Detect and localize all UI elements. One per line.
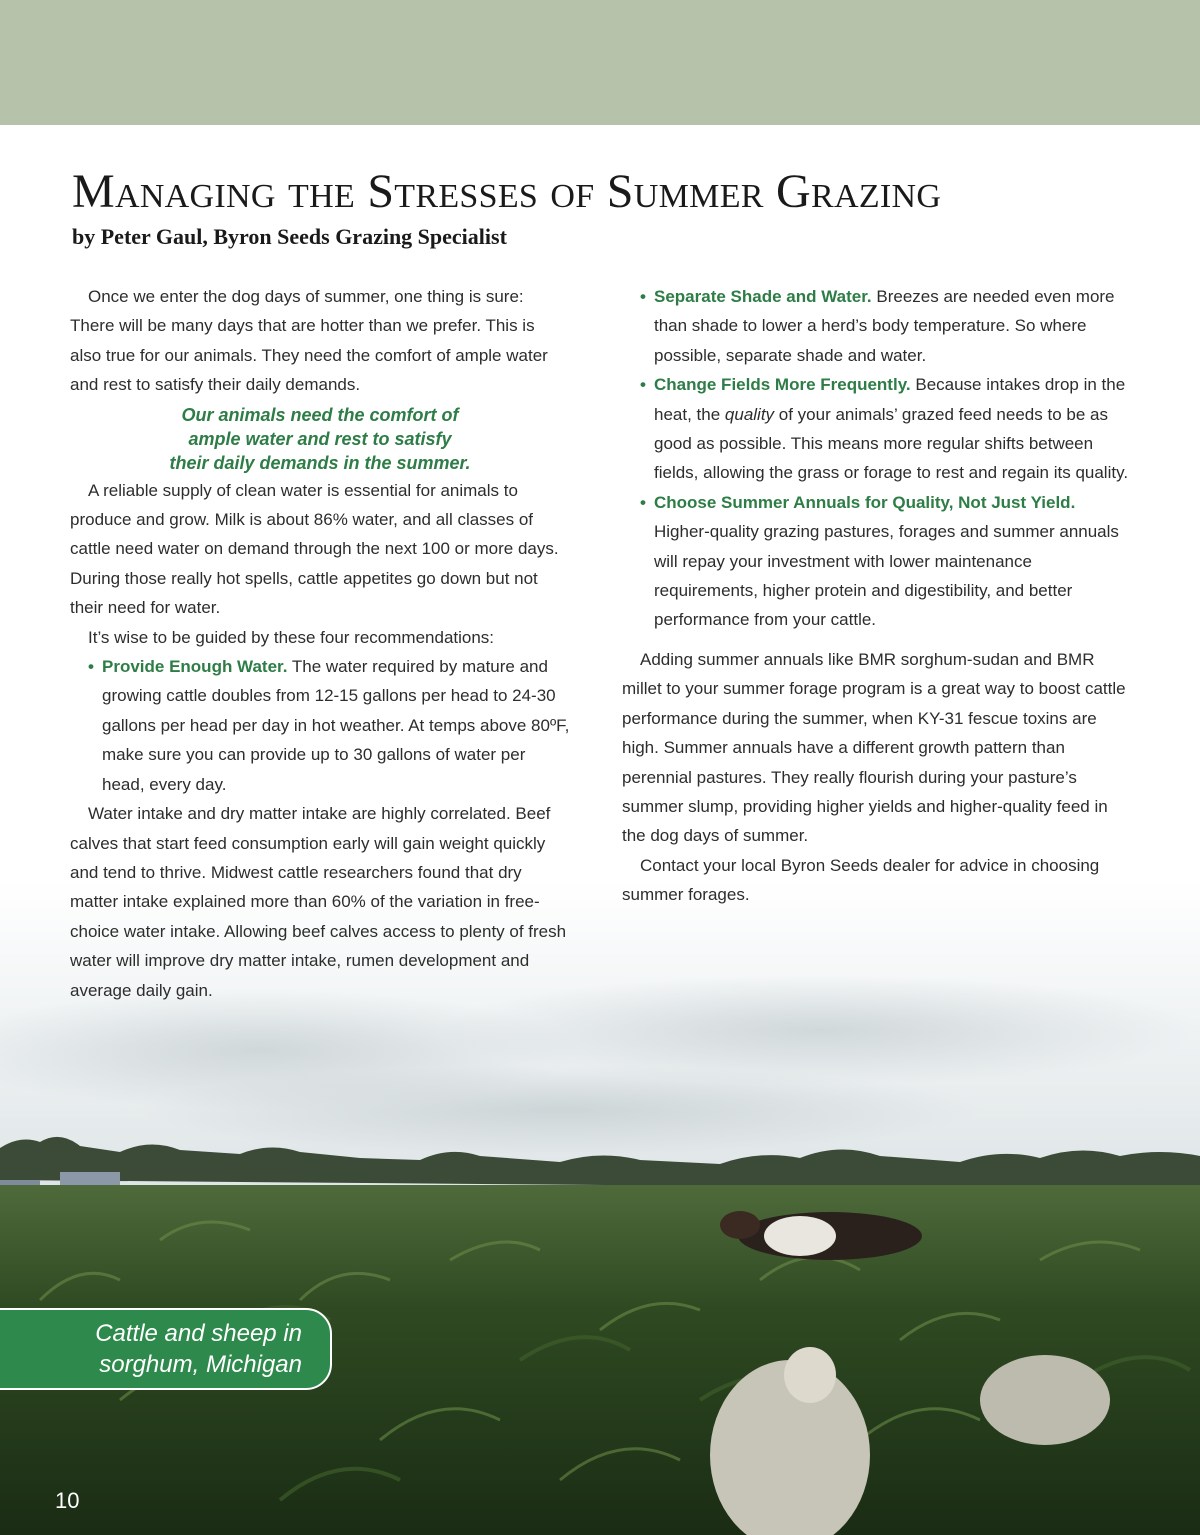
recommendation-text: Because intakes drop in the heat, the <box>654 375 1126 424</box>
header-band <box>0 0 1200 125</box>
recommendation-heading: Separate Shade and Water. <box>654 287 872 306</box>
article-byline: by Peter Gaul, Byron Seeds Grazing Specialist <box>72 224 507 249</box>
recommendation-change-fields <box>622 370 1132 488</box>
article-title: Managing the Stresses of Summer Grazing <box>72 165 942 218</box>
page-number: 10 <box>55 1488 80 1513</box>
paragraph-contact: Contact your local Byron Seeds dealer for advice in choosing summer forages. <box>622 855 1100 905</box>
caption-line: Cattle and sheep in <box>95 1320 302 1347</box>
pull-quote-line: Our animals need the comfort of <box>181 404 459 425</box>
paragraph-recommendations-intro: It’s wise to be guided by these four recommendations: <box>88 627 495 647</box>
recommendation-provide-water <box>70 652 570 799</box>
paragraph-intro: Once we enter the dog days of summer, one thing is sure: There will be many days that are hotter than we prefer. This is also true for our animals. They need the comfort of ample water and rest to satisfy their daily demands. <box>70 287 548 395</box>
pull-quote <box>70 403 570 475</box>
caption-line: sorghum, Michigan <box>99 1351 302 1378</box>
recommendation-text: Breezes are needed even more than shade to lower a herd’s body temperature. So where possible, separate shade and water. <box>654 287 1115 365</box>
recommendation-heading: Change Fields More Frequently. <box>654 375 911 395</box>
recommendation-text: Higher-quality grazing pastures, forages and summer annuals will repay your investment with lower maintenance requirements, higher protein and digestibility, and better performance from your cattle. <box>654 522 1119 630</box>
recommendation-text: The water required by mature and growing cattle doubles from 12-15 gallons per head to 24-30 gallons per head per day in hot weather. At temps above 80ºF, make sure you can provide up to 30 gallons of water per head, every day. <box>102 657 570 794</box>
bullet-marker: • <box>640 492 646 512</box>
recommendation-list <box>70 652 570 799</box>
recommendation-heading: Choose Summer Annuals for Quality, Not Just Yield. <box>654 492 1076 512</box>
recommendation-separate-shade <box>622 282 1132 370</box>
pull-quote-line: ample water and rest to satisfy <box>188 428 452 449</box>
recommendation-summer-annuals <box>622 488 1132 635</box>
paragraph-water-intake: Water intake and dry matter intake are highly correlated. Beef calves that start feed consumption early will gain weight quickly and tend to thrive. Midwest cattle researchers found that dry matter intake explained more than 60% of the variation in free-choice water intake. Allowing beef calves access to plenty of fresh water will improve dry matter intake, rumen development and average daily gain. <box>70 804 567 1000</box>
recommendation-heading: Provide Enough Water. <box>102 657 288 677</box>
recommendation-emphasis: quality <box>724 404 775 424</box>
recommendation-text: of your animals’ grazed feed needs to be as good as possible. This means more regular shifts between fields, allowing the grass or forage to rest and regain its quality. <box>654 404 1129 483</box>
right-column <box>622 282 1132 910</box>
bullet-marker: • <box>640 375 646 395</box>
paragraph-summer-annuals: Adding summer annuals like BMR sorghum-sudan and BMR millet to your summer forage program is a great way to boost cattle performance during the summer, when KY-31 fescue toxins are high. Summer annuals have a different growth pattern than perennial pastures. They really flourish during your pasture’s summer slump, providing higher yields and higher-quality feed in the dog days of summer. <box>622 649 1126 846</box>
left-column <box>70 282 570 1005</box>
paragraph-water-supply: A reliable supply of clean water is essential for animals to produce and grow. Milk is about 86% water, and all classes of cattle need water on demand through the next 100 or more days. During those really hot spells, cattle appetites go down but not their need for water. <box>70 480 559 618</box>
recommendation-list <box>622 282 1132 635</box>
pull-quote-line: their daily demands in the summer. <box>169 452 471 473</box>
bullet-marker: • <box>640 287 646 306</box>
bullet-marker: • <box>88 657 94 677</box>
photo-caption <box>0 1308 332 1390</box>
